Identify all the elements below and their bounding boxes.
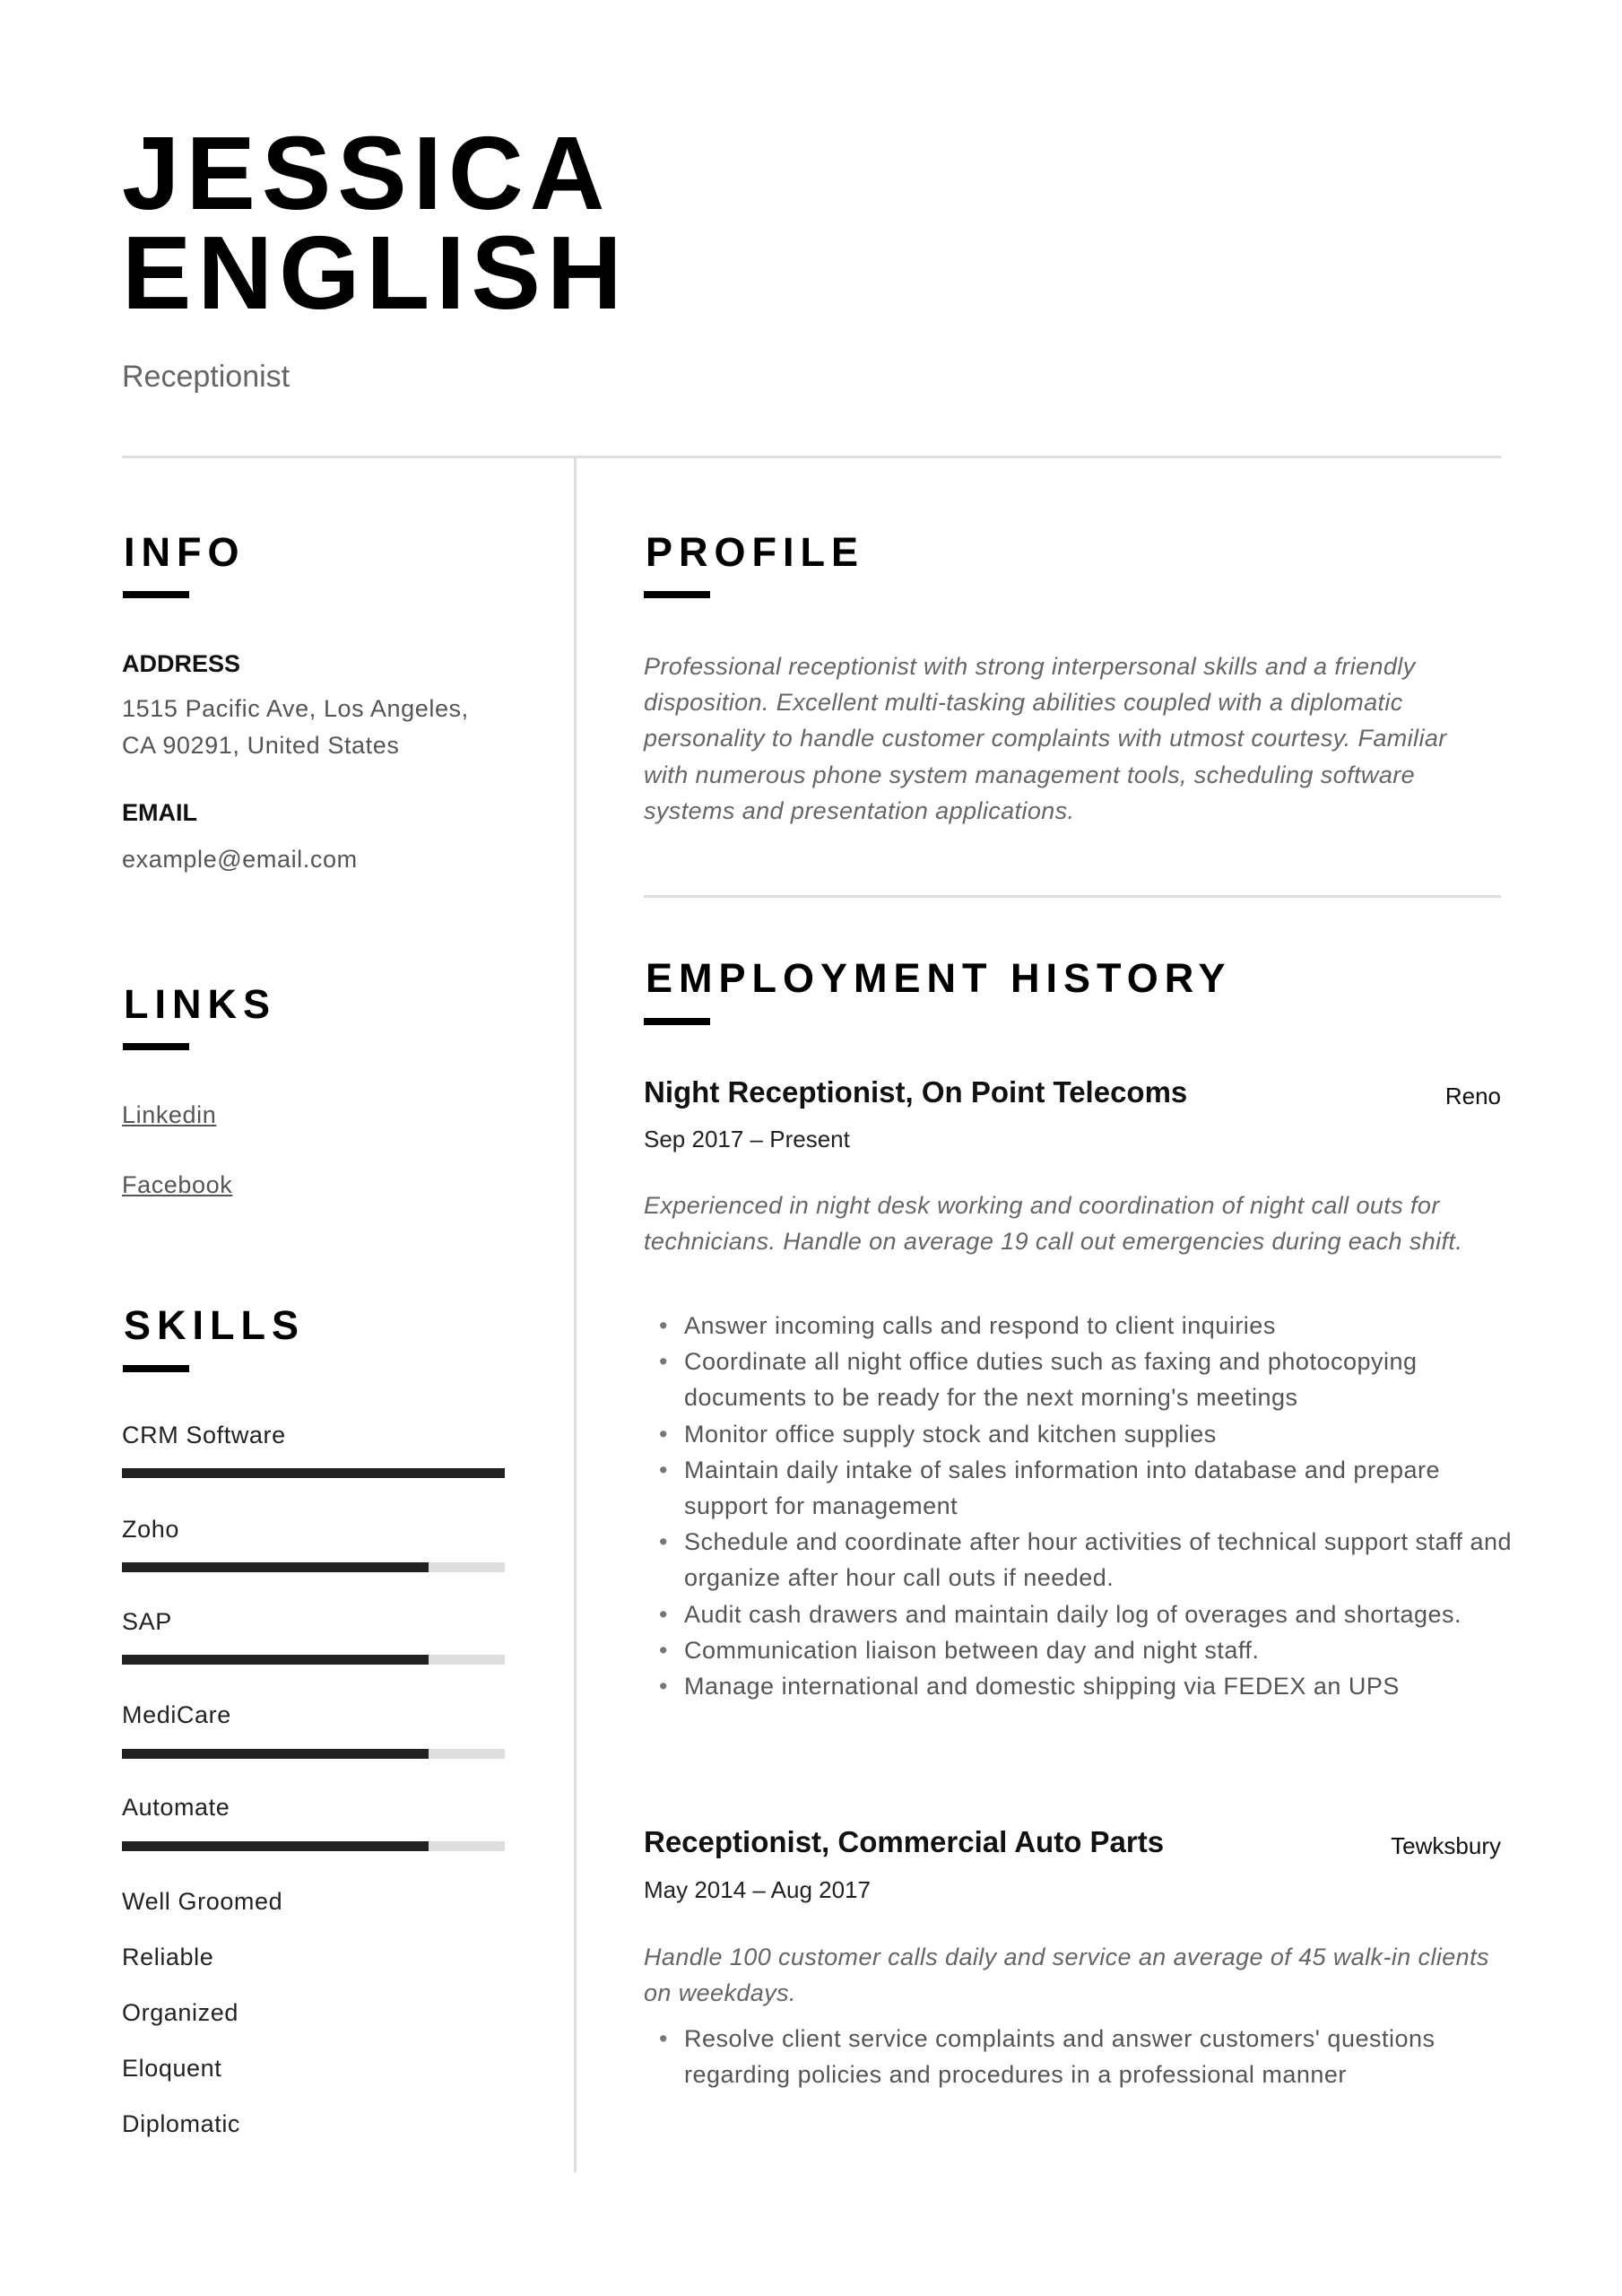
profile-text: Professional receptionist with strong interpersonal skills and a friendly disposition. Excellent multi-tasking abilities coupled with a diplomatic personality to handle customer complaints with utmost courtesy. Familiar with numerous phone system management tools, scheduling software systems and presentation applications.: [644, 653, 1447, 824]
skill-level-bar: [122, 1562, 505, 1572]
employment-heading: EMPLOYMENT HISTORY: [646, 955, 1232, 1001]
address-line-2: CA 90291, United States: [122, 732, 400, 759]
last-name: ENGLISH: [122, 214, 629, 331]
links-heading: LINKS: [124, 981, 276, 1027]
profile-heading: PROFILE: [646, 529, 865, 575]
links-heading-underline: [123, 1043, 189, 1050]
skill-name: Zoho: [122, 1516, 179, 1543]
info-heading-underline: [123, 591, 189, 598]
job-summary: Handle 100 customer calls daily and service an average of 45 walk-in clients on weekdays.: [644, 1944, 1489, 2007]
job-title: Receptionist: [122, 360, 291, 394]
list-item: • Communication liaison between day and night staff.: [684, 1632, 1527, 1668]
job-location: Reno: [1444, 1083, 1501, 1109]
skill-item: Eloquent: [122, 2055, 222, 2082]
job-title: Receptionist, Commercial Auto Parts: [644, 1825, 1165, 1858]
list-item: • Coordinate all night office duties such as faxing and photocopying documents to be ready for the next morning's meetings: [684, 1344, 1527, 1415]
link-linkedin[interactable]: Linkedin: [122, 1101, 217, 1128]
list-item: • Schedule and coordinate after hour activities of technical support staff and organize after hour call outs if needed.: [684, 1524, 1527, 1596]
skill-item: Organized: [122, 1999, 239, 2026]
skill-level-bar: [122, 1749, 505, 1759]
skill-name: MediCare: [122, 1701, 231, 1728]
skill-level-bar: [122, 1468, 505, 1478]
list-item: • Maintain daily intake of sales information into database and prepare support for management: [684, 1452, 1527, 1524]
list-item: • Audit cash drawers and maintain daily log of overages and shortages.: [684, 1596, 1527, 1632]
job-dates: May 2014 – Aug 2017: [644, 1876, 871, 1903]
skill-level-bar: [122, 1841, 505, 1851]
skill-level-fill: [122, 1749, 429, 1759]
job-location: Tewksbury: [1391, 1832, 1501, 1859]
list-item: • Manage international and domestic shipping via FEDEX an UPS: [684, 1668, 1527, 1704]
skill-level-fill: [122, 1468, 505, 1478]
section-divider: [644, 895, 1501, 898]
skills-heading-underline: [123, 1365, 189, 1372]
employment-heading-underline: [644, 1018, 710, 1025]
skill-level-fill: [122, 1841, 429, 1851]
column-divider: [574, 457, 577, 2172]
candidate-name: [122, 115, 629, 331]
job-title: Night Receptionist, On Point Telecoms: [644, 1075, 1188, 1109]
email-value: example@email.com: [122, 846, 358, 873]
profile-heading-underline: [644, 591, 710, 598]
skills-heading: SKILLS: [124, 1302, 306, 1348]
address-label: ADDRESS: [122, 650, 241, 677]
skill-level-fill: [122, 1562, 429, 1572]
job-duties-list: [644, 1308, 1527, 1704]
first-name: JESSICA: [122, 115, 612, 231]
skill-item: Diplomatic: [122, 2110, 241, 2137]
list-item: • Resolve client service complaints and answer customers' questions regarding policies and procedures in a professional manner: [684, 2021, 1527, 2092]
skill-level-fill: [122, 1655, 429, 1665]
header-divider: [122, 456, 1501, 458]
skill-name: CRM Software: [122, 1422, 286, 1448]
skill-item: Well Groomed: [122, 1888, 283, 1915]
info-heading: INFO: [124, 529, 246, 575]
skill-level-bar: [122, 1655, 505, 1665]
job-dates: Sep 2017 – Present: [644, 1126, 850, 1152]
job-duties-list: [644, 2021, 1527, 2092]
list-item: • Monitor office supply stock and kitchen supplies: [684, 1416, 1527, 1452]
address-line-1: 1515 Pacific Ave, Los Angeles,: [122, 695, 469, 722]
email-label: EMAIL: [122, 799, 197, 826]
job-summary: Experienced in night desk working and coordination of night call outs for technicians. Handle on average 19 call out emergencies during each shift.: [644, 1192, 1463, 1256]
link-facebook[interactable]: Facebook: [122, 1171, 233, 1198]
list-item: • Answer incoming calls and respond to client inquiries: [684, 1308, 1527, 1344]
skill-name: SAP: [122, 1608, 172, 1635]
skill-item: Reliable: [122, 1944, 214, 1970]
skill-name: Automate: [122, 1794, 230, 1821]
